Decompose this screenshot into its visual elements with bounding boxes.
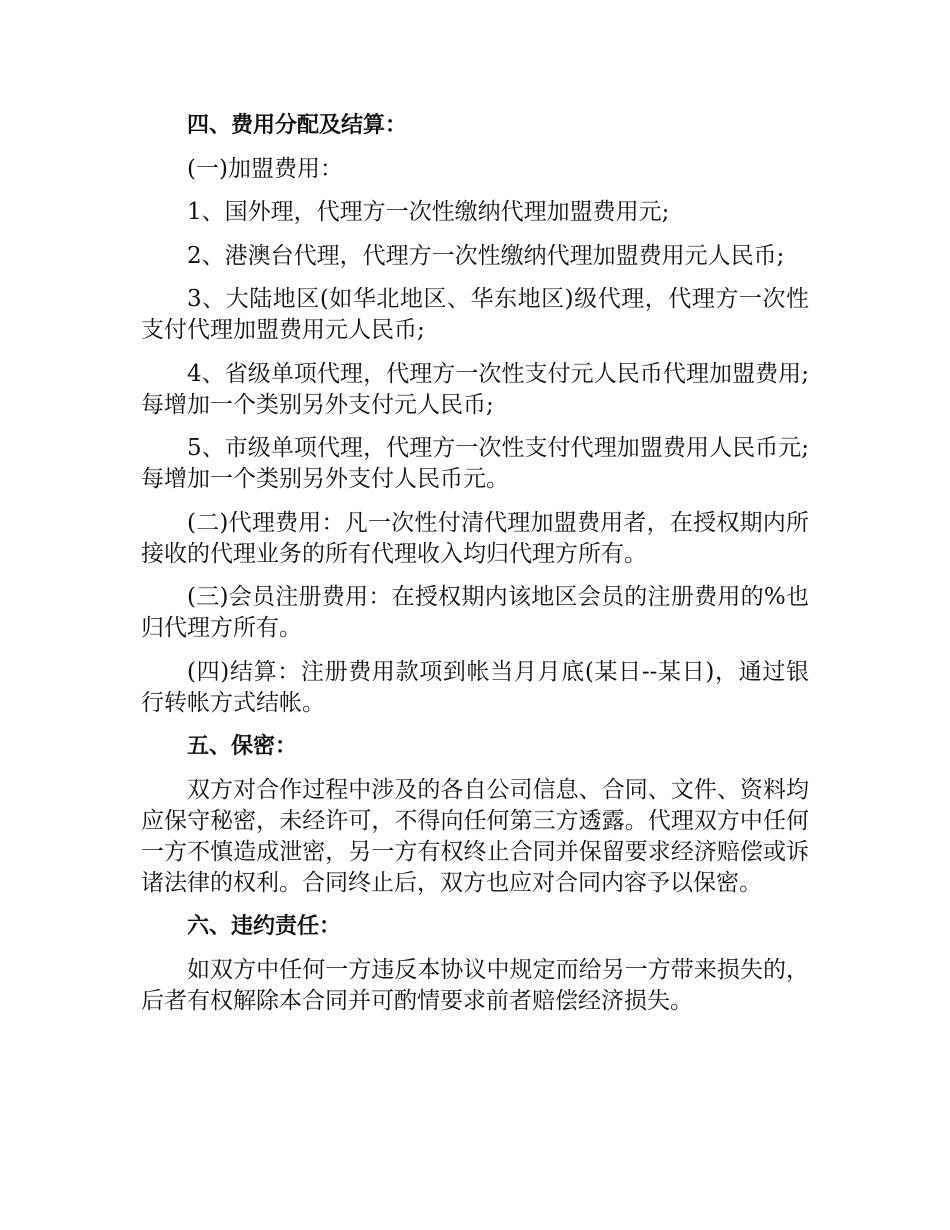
section-5-body: 双方对合作过程中涉及的各自公司信息、合同、文件、资料均应保守秘密，未经许可，不得向任何第三方透露。代理双方中任何一方不慎造成泄密，另一方有权终止合同并保留要求经济赔偿或诉诸法律的权利。合同终止后，双方也应对合同内容予以保密。 xyxy=(141,776,809,896)
fee-item-4: 4、省级单项代理，代理方一次性支付元人民币代理加盟费用;每增加一个类别另外支付元人民币; xyxy=(141,360,809,418)
section-4-subsection-4: (四)结算：注册费用款项到帐当月月底(某日--某日)，通过银行转帐方式结帐。 xyxy=(141,658,809,716)
section-5-heading: 五、保密： xyxy=(187,734,298,759)
section-6-heading: 六、违约责任： xyxy=(187,914,342,939)
section-4-subtitle-1: (一)加盟费用： xyxy=(187,155,343,182)
document-body xyxy=(141,110,809,1029)
fee-item-5: 5、市级单项代理，代理方一次性支付代理加盟费用人民币元;每增加一个类别另外支付人民币元。 xyxy=(141,435,809,492)
fee-item-1: 1、国外理，代理方一次性缴纳代理加盟费用元; xyxy=(187,199,670,225)
section-4-subsection-3: (三)会员注册费用：在授权期内该地区会员的注册费用的%也归代理方所有。 xyxy=(141,584,809,641)
section-6-body: 如双方中任何一方违反本协议中规定而给另一方带来损失的，后者有权解除本合同并可酌情要求前者赔偿经济损失。 xyxy=(141,956,809,1014)
fee-item-3: 3、大陆地区(如华北地区、华东地区)级代理，代理方一次性支付代理加盟费用元人民币; xyxy=(141,286,809,343)
section-4-subsection-2: (二)代理费用：凡一次性付清代理加盟费用者，在授权期内所接收的代理业务的所有代理收入均归代理方所有。 xyxy=(141,509,809,567)
fee-item-2: 2、港澳台代理，代理方一次性缴纳代理加盟费用元人民币; xyxy=(187,242,785,269)
section-4-heading: 四、费用分配及结算： xyxy=(187,113,408,138)
